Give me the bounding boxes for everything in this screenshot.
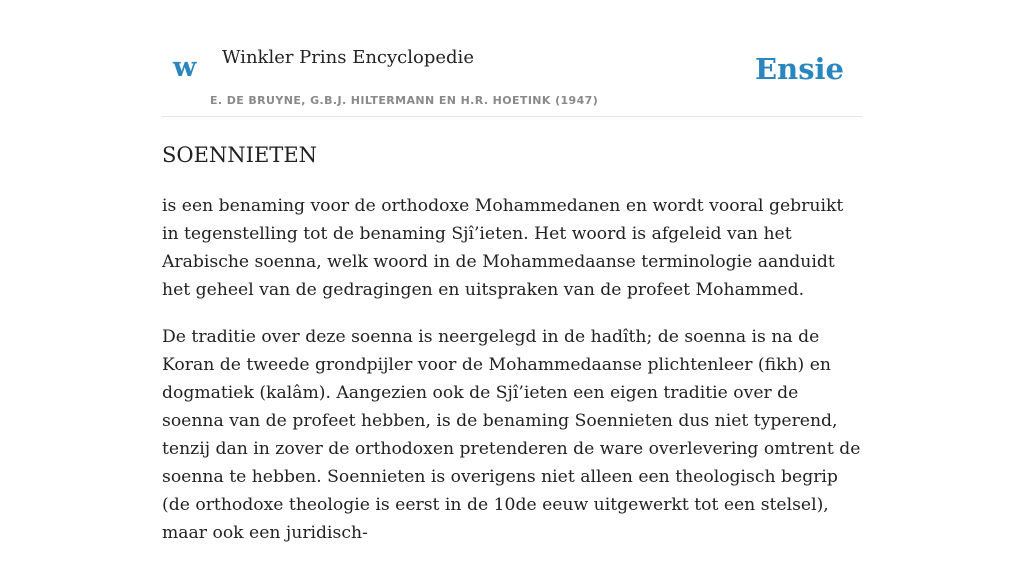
site-header: [162, 40, 862, 117]
winkler-prins-logo[interactable]: w: [173, 52, 197, 83]
article-paragraph: De traditie over deze soenna is neergelegd in de hadîth; de soenna is na de Koran de tweede grondpijler voor de Mohammedaanse plichtenleer (fikh) en dogmatiek (kalâm). Aangezien ook de Sjî’ieten een eigen traditie over de soenna van de profeet hebben, is de benaming Soennieten dus niet typerend, tenzij dan in zover de orthodoxen pretenderen de ware overlevering omtrent de soenna te hebben. Soennieten is overigens niet alleen een theologisch begrip (de orthodoxe theologie is eerst in de 10de eeuw uitgewerkt tot een stelsel), maar ook een juridisch-: [162, 327, 861, 543]
article-body: [162, 192, 862, 566]
article-paragraph: is een benaming voor de orthodoxe Mohammedanen en wordt vooral gebruikt in tegenstelling tot de benaming Sjî’ieten. Het woord is afgeleid van het Arabische soenna, welk woord in de Mohammedaanse terminologie aanduidt het geheel van de gedragingen en uitspraken van de profeet Mohammed.: [162, 196, 844, 300]
entry-title: SOENNIETEN: [162, 143, 318, 167]
authors-line: E. DE BRUYNE, G.B.J. HILTERMANN EN H.R. HOETINK (1947): [210, 94, 599, 107]
encyclopedia-title[interactable]: Winkler Prins Encyclopedie: [222, 47, 474, 68]
ensie-logo[interactable]: Ensie: [755, 52, 844, 86]
